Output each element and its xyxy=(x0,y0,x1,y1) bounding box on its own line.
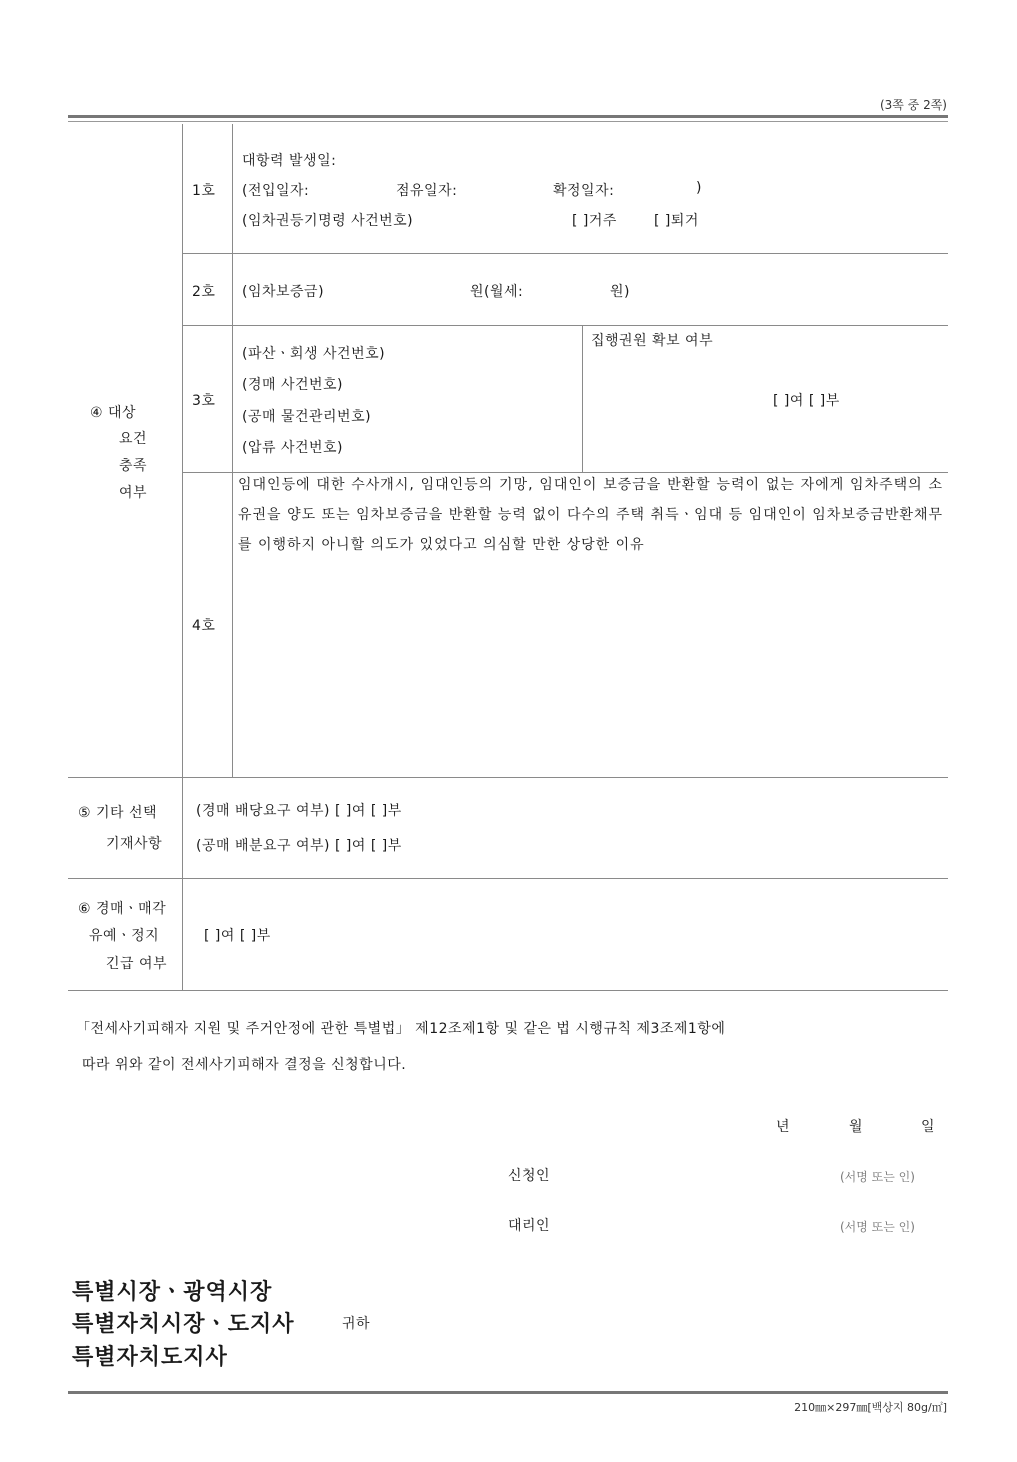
section5-label-divider xyxy=(182,777,183,878)
recipient-line3: 특별자치도지사 xyxy=(72,1345,228,1370)
row-number-divider xyxy=(232,124,233,777)
section4-label-line3: 충족 xyxy=(119,458,148,474)
row1-number: 1호 xyxy=(192,183,216,199)
section6-label-divider xyxy=(182,878,183,990)
row1-close-paren: ) xyxy=(696,180,702,196)
section4-label-line2: 요건 xyxy=(119,431,148,447)
moved-out-checkbox[interactable]: [ ]퇴거 xyxy=(654,213,699,229)
fixed-date-label: 확정일자: xyxy=(553,183,615,199)
monthly-rent-close: 원) xyxy=(610,284,630,300)
urgent-suspension-checkbox[interactable]: [ ]여 [ ]부 xyxy=(204,928,271,944)
section5-label-line2: 기재사항 xyxy=(106,836,163,852)
section5-label-line1: ⑤ 기타 선택 xyxy=(78,805,158,821)
row1-bottom-line xyxy=(182,253,948,254)
public-sale-number-label: (공매 물건관리번호) xyxy=(242,409,372,425)
section6-label-line1: ⑥ 경매ㆍ매각 xyxy=(78,901,167,917)
date-year[interactable]: 년 xyxy=(776,1119,791,1135)
recipient-line1: 특별시장ㆍ광역시장 xyxy=(72,1280,273,1305)
row3-number: 3호 xyxy=(192,393,216,409)
top-rule-thin xyxy=(68,121,948,122)
section4-bottom-line xyxy=(68,777,948,778)
date-month[interactable]: 월 xyxy=(849,1119,864,1135)
agent-label: 대리인 xyxy=(508,1218,551,1234)
enforcement-title-label: 집행권원 확보 여부 xyxy=(591,333,714,349)
section5-bottom-line xyxy=(68,878,948,879)
applicant-label: 신청인 xyxy=(508,1168,551,1184)
paper-spec: 210㎜×297㎜[백상지 80g/㎡] xyxy=(794,1401,947,1414)
section4-label-line4: 여부 xyxy=(119,485,148,501)
opposing-power-date-label: 대항력 발생일: xyxy=(242,153,337,169)
monthly-rent-label: 원(월세: xyxy=(470,284,524,300)
section6-label-line2: 유예ㆍ정지 xyxy=(89,928,160,944)
agent-signature[interactable]: (서명 또는 인) xyxy=(840,1220,915,1234)
seizure-case-label: (압류 사건번호) xyxy=(242,440,344,456)
applicant-signature[interactable]: (서명 또는 인) xyxy=(840,1170,915,1184)
section6-label-line3: 긴급 여부 xyxy=(106,956,168,972)
section6-bottom-line xyxy=(68,990,948,991)
residing-checkbox[interactable]: [ ]거주 xyxy=(572,213,617,229)
bankruptcy-case-label: (파산ㆍ회생 사건번호) xyxy=(242,346,386,362)
declaration-line1: 「전세사기피해자 지원 및 주거안정에 관한 특별법」 제12조제1항 및 같은 법 시행규칙 제3조제1항에 xyxy=(76,1021,726,1037)
deposit-label: (임차보증금) xyxy=(242,284,325,300)
row4-number: 4호 xyxy=(192,618,216,634)
suspicion-reason-text: 임대인등에 대한 수사개시, 임대인등의 기망, 임대인이 보증금을 반환할 능력이 없는 자에게 임차주택의 소유권을 양도 또는 임차보증금을 반환할 능력 없이 다수의 주택 취득ㆍ임대 등 임대인이 임차보증금반환채무를 이행하지 아니할 의도가 있었다고 의심할 만한 상당한 이유 xyxy=(238,477,943,553)
page-number: (3쪽 중 2쪽) xyxy=(879,98,947,112)
auction-case-label: (경매 사건번호) xyxy=(242,377,344,393)
auction-dividend-request-checkbox[interactable]: (경매 배당요구 여부) [ ]여 [ ]부 xyxy=(196,803,402,819)
section4-label-divider xyxy=(182,124,183,777)
public-sale-distribution-request-checkbox[interactable]: (공매 배분요구 여부) [ ]여 [ ]부 xyxy=(196,838,402,854)
declaration-line2: 따라 위와 같이 전세사기피해자 결정을 신청합니다. xyxy=(82,1057,407,1073)
row3-inner-divider xyxy=(582,325,583,472)
recipient-line2: 특별자치시장ㆍ도지사 xyxy=(72,1312,295,1337)
move-in-date-label: (전입일자: xyxy=(242,183,310,199)
date-day[interactable]: 일 xyxy=(921,1119,936,1135)
row2-bottom-line xyxy=(182,325,948,326)
top-rule xyxy=(68,115,948,118)
section4-label-line1: ④ 대상 xyxy=(90,405,137,421)
enforcement-yes-no-checkbox[interactable]: [ ]여 [ ]부 xyxy=(773,393,840,409)
bottom-rule xyxy=(68,1391,948,1394)
lease-registration-case-label: (임차권등기명령 사건번호) xyxy=(242,213,414,229)
possession-date-label: 점유일자: xyxy=(396,183,458,199)
row2-number: 2호 xyxy=(192,284,216,300)
recipient-honorific: 귀하 xyxy=(342,1316,371,1332)
